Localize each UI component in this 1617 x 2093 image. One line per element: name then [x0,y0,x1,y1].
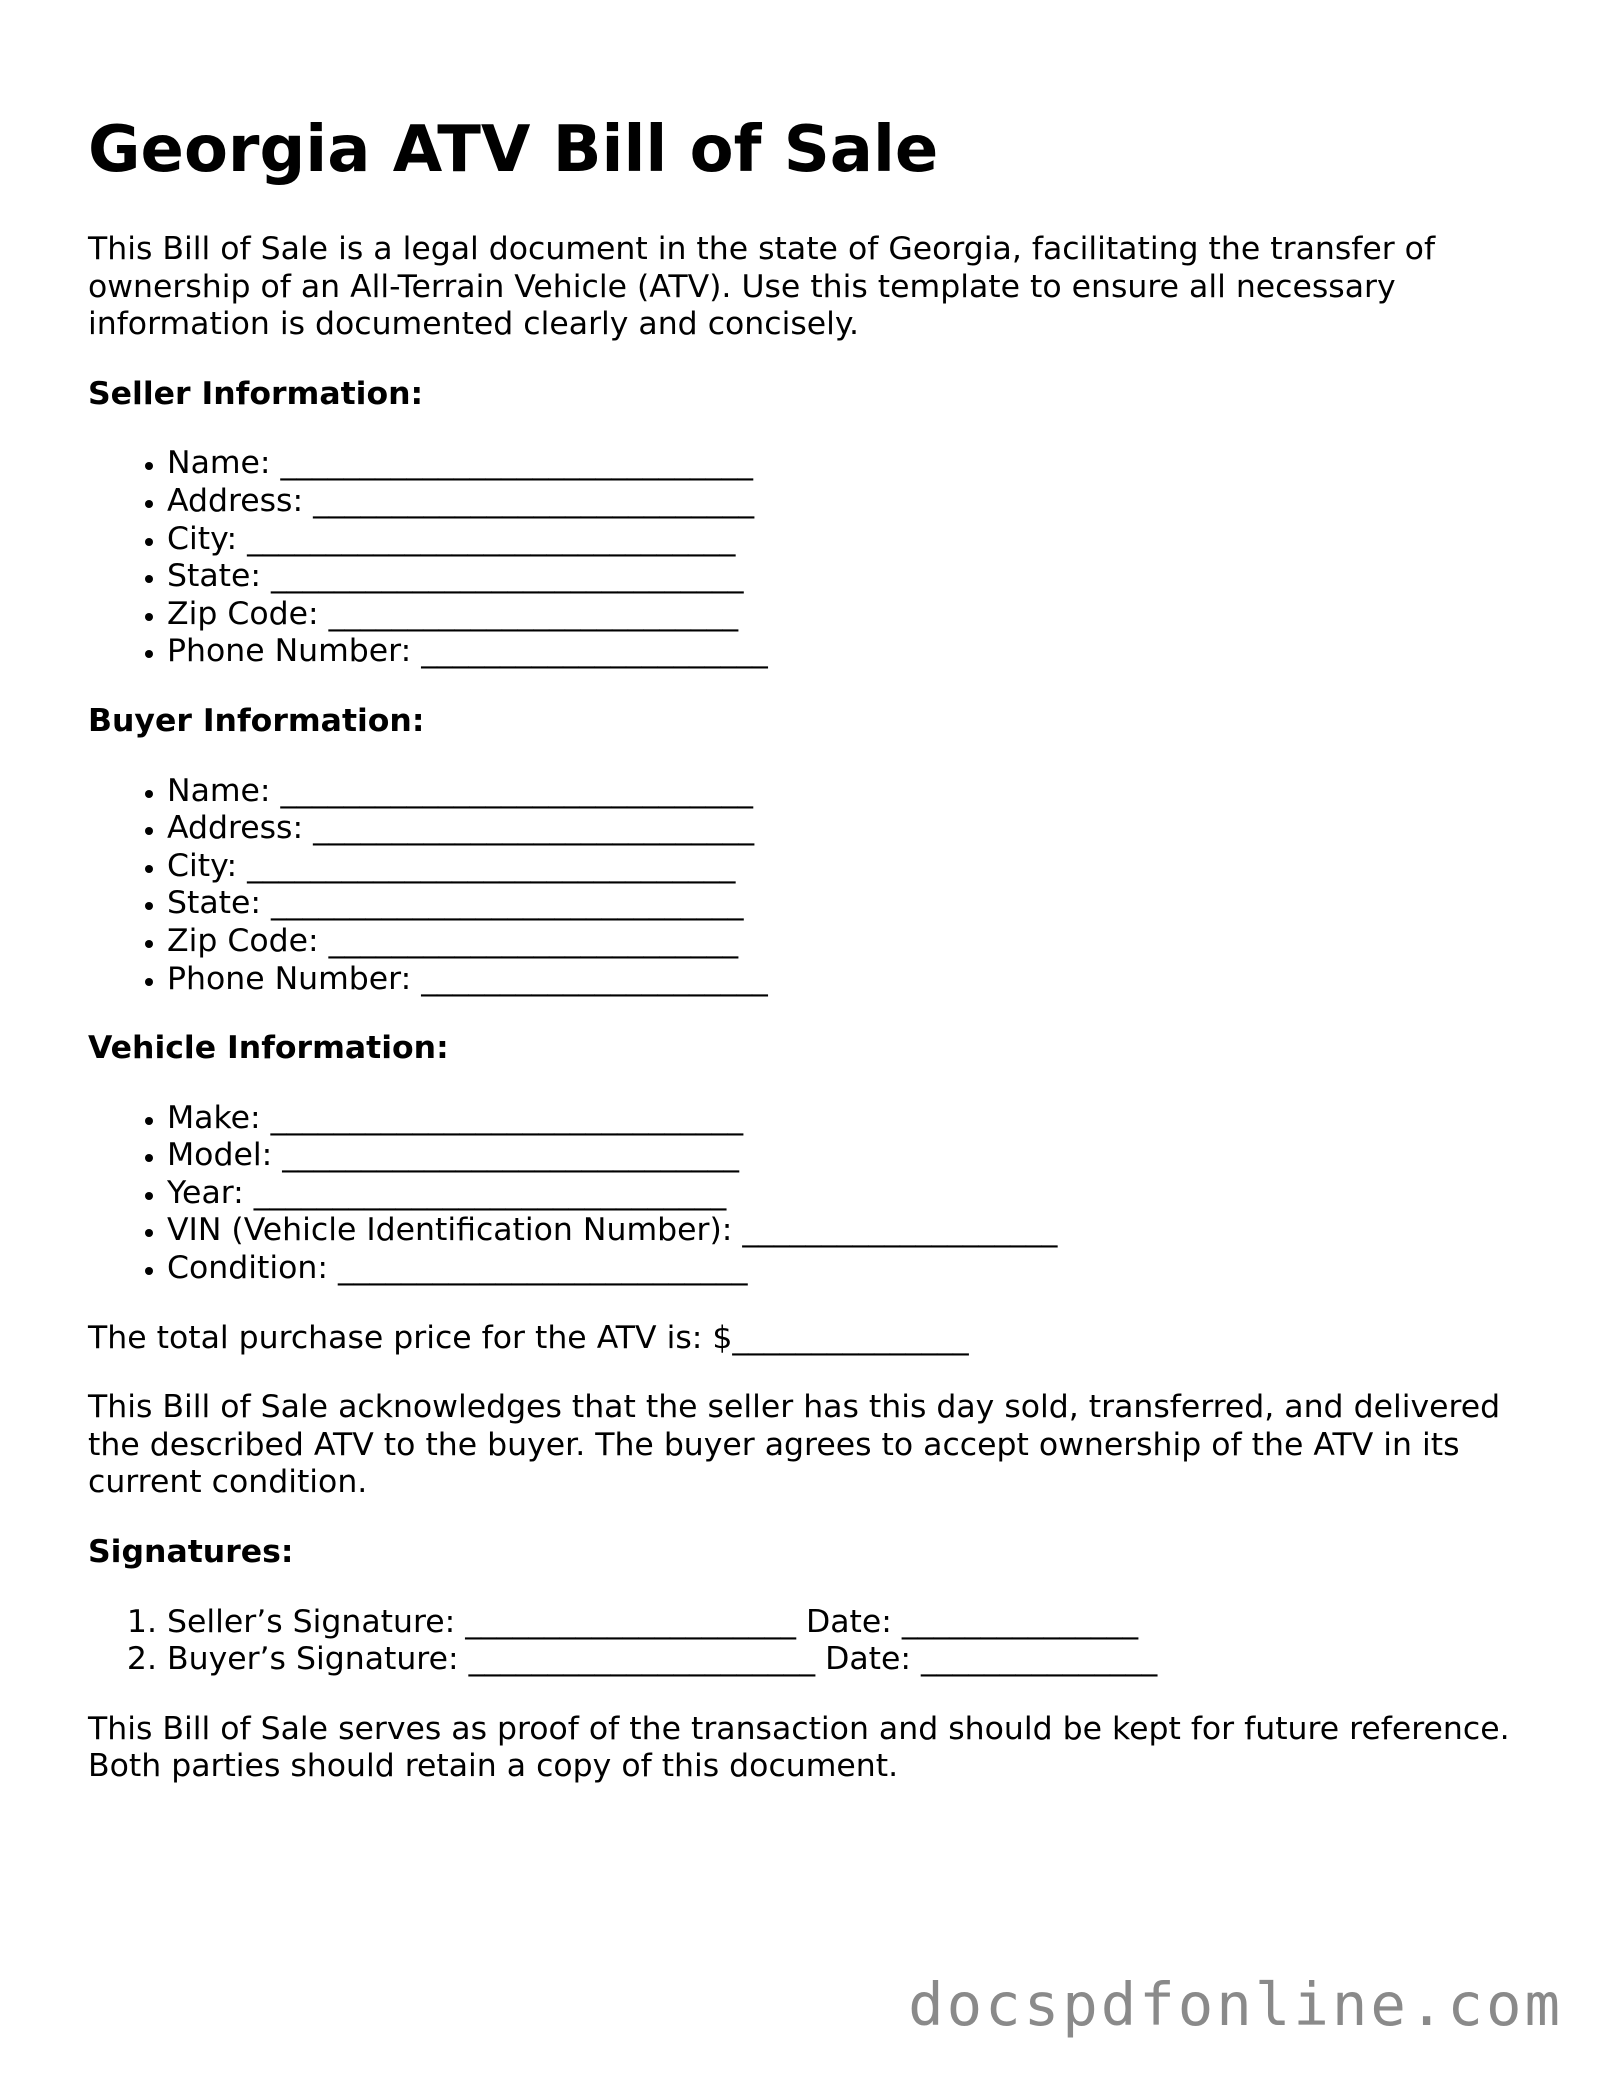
buyer-phone-field: • Phone Number: ______________________ [167,961,1538,999]
seller-heading: Seller Information: [88,375,424,412]
acknowledgement-paragraph: This Bill of Sale acknowledges that the seller has this day sold, transferred, and delivered the described ATV to the buyer. The buyer agrees to accept ownership of the ATV in its current condition. [88,1389,1501,1501]
vehicle-condition-field: • Condition: __________________________ [167,1250,1538,1288]
seller-field-list [88,445,1538,671]
seller-city-field: • City: _______________________________ [167,521,1538,559]
closing-paragraph: This Bill of Sale serves as proof of the transaction and should be kept for future reference. Both parties should retain a copy of this document. [88,1710,1510,1785]
vehicle-vin-field: • VIN (Vehicle Identification Number): ____________________ [167,1212,1538,1250]
vehicle-model-field: • Model: _____________________________ [167,1137,1538,1175]
buyer-field-list [88,773,1538,999]
buyer-signature-line: 2. Buyer’s Signature: ______________________ Date: _______________ [167,1641,1538,1679]
vehicle-year-field: • Year: ______________________________ [167,1175,1538,1213]
seller-state-field: • State: ______________________________ [167,558,1538,596]
vehicle-heading: Vehicle Information: [88,1030,449,1067]
vehicle-field-list [88,1100,1538,1288]
signatures-heading: Signatures: [88,1534,294,1571]
buyer-zip-field: • Zip Code: __________________________ [167,923,1538,961]
vehicle-make-field: • Make: ______________________________ [167,1100,1538,1138]
document-body [88,231,1538,1818]
page-title: Georgia ATV Bill of Sale [88,113,939,187]
seller-name-field: • Name: ______________________________ [167,445,1538,483]
buyer-state-field: • State: ______________________________ [167,885,1538,923]
signature-list [88,1604,1538,1679]
purchase-price-line: The total purchase price for the ATV is: $_______________ [88,1319,969,1356]
buyer-address-field: • Address: ____________________________ [167,810,1538,848]
buyer-name-field: • Name: ______________________________ [167,773,1538,811]
seller-signature-line: 1. Seller’s Signature: _____________________ Date: _______________ [167,1604,1538,1642]
site-watermark: docspdfonline.com [908,1970,1563,2039]
seller-phone-field: • Phone Number: ______________________ [167,633,1538,671]
seller-zip-field: • Zip Code: __________________________ [167,596,1538,634]
seller-address-field: • Address: ____________________________ [167,483,1538,521]
buyer-heading: Buyer Information: [88,702,425,739]
intro-paragraph: This Bill of Sale is a legal document in the state of Georgia, facilitating the transfer of ownership of an All-Terrain Vehicle (ATV). Use this template to ensure all necessary information is documented clearly and concisely. [88,231,1436,343]
buyer-city-field: • City: _______________________________ [167,848,1538,886]
